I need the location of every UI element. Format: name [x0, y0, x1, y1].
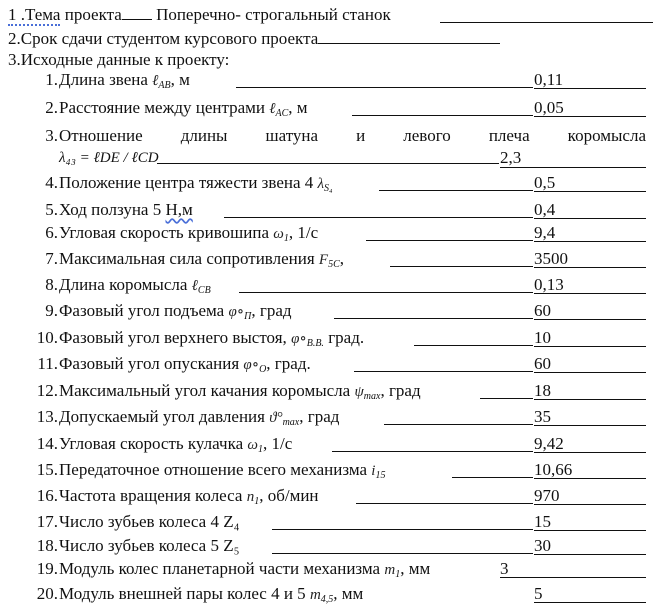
param-label: Угловая скорость кривошипа $\omega_1$, 1/с — [59, 223, 319, 244]
param-number: 6. — [45, 223, 58, 242]
topic-underline — [440, 5, 653, 23]
param-fill-line — [414, 345, 533, 346]
param-row-continuation — [59, 148, 651, 168]
param-label: Ход ползуна 5 Н,м — [59, 200, 193, 219]
param-number: 11. — [37, 354, 58, 373]
param-formula: λ₄₃ = ℓDE / ℓCD — [59, 150, 159, 166]
param-label: Фазовый угол верхнего выстоя, $\varphi\circ_{В.В.}$ град. — [59, 328, 365, 349]
param-number: 3. — [45, 126, 58, 145]
param-label: Длина коромысла ℓ$_{CB}$ — [59, 275, 211, 296]
param-label: Максимальная сила сопротивления $F_{5C}$, — [59, 249, 344, 270]
param-number: 1. — [45, 70, 58, 89]
param-number: 4. — [45, 173, 58, 192]
param-fill-line — [157, 163, 499, 164]
param-row — [34, 97, 651, 119]
param-label: Число зубьев колеса 4 Z₄ — [59, 512, 240, 531]
param-number: 20. — [36, 584, 58, 603]
param-label: Расстояние между центрами ℓ$_{AC}$, м — [59, 98, 308, 119]
param-value: 60 — [534, 300, 646, 320]
param-number: 13. — [36, 407, 58, 426]
param-fill-line — [379, 190, 533, 191]
deadline-blank — [318, 28, 500, 44]
param-value: 0,5 — [534, 172, 646, 192]
param-row — [34, 248, 651, 270]
param-fill-line — [224, 217, 533, 218]
param-label: Длина звена ℓ$_{AB}$, м — [59, 70, 190, 91]
cut-off-top-line — [10, 0, 650, 3]
param-row — [34, 172, 651, 194]
param-value: 3 — [500, 558, 646, 578]
param-fill-line — [236, 87, 533, 88]
param-row — [34, 274, 651, 296]
param-value: 35 — [534, 406, 646, 426]
deadline-label: 2.Срок сдачи студентом курсового проекта — [8, 29, 319, 48]
param-row — [34, 511, 651, 533]
param-row — [34, 485, 651, 507]
topic-label: 1 .Тема — [8, 5, 61, 24]
param-number: 16. — [36, 486, 58, 505]
param-row — [34, 558, 651, 580]
param-value: 30 — [534, 535, 646, 555]
param-fill-line — [239, 292, 533, 293]
param-row — [34, 327, 651, 349]
param-fill-line — [332, 451, 533, 452]
param-value: 10 — [534, 327, 646, 347]
param-value: 9,4 — [534, 222, 646, 242]
param-number: 15. — [36, 460, 58, 479]
param-value: 5 — [534, 583, 646, 603]
param-label: Максимальный угол качания коромысла $\psi_{max}$, град — [59, 381, 421, 402]
param-row — [34, 583, 651, 605]
param-fill-line — [390, 266, 533, 267]
param-fill-line — [334, 318, 533, 319]
param-fill-line — [452, 477, 533, 478]
param-fill-line — [272, 529, 533, 530]
param-fill-line — [352, 115, 533, 116]
param-fill-line — [354, 371, 533, 372]
param-label: Фазовый угол подъема $\varphi\circ_П$, град — [59, 301, 292, 322]
param-row — [34, 125, 651, 147]
param-label: Частота вращения колеса $n_1$, об/мин — [59, 486, 319, 507]
param-number: 18. — [36, 536, 58, 555]
param-label: Допускаемый угол давления $ϑ^\circ_{max}$, град — [59, 407, 340, 428]
param-value: 0,11 — [534, 69, 646, 89]
deadline-line — [8, 28, 568, 48]
project-topic-line — [8, 5, 653, 25]
topic-word: проекта — [64, 5, 122, 24]
param-number: 19. — [36, 559, 58, 578]
param-value: 0,13 — [534, 274, 646, 294]
param-row — [34, 199, 651, 221]
param-number: 10. — [36, 328, 58, 347]
param-row — [34, 535, 651, 557]
param-row — [34, 433, 651, 455]
param-label: Угловая скорость кулачка $\omega_1$, 1/с — [59, 434, 293, 455]
param-label: Отношение длины шатуна и левого плеча коромысла — [59, 126, 646, 145]
param-row — [34, 380, 651, 402]
param-number: 17. — [36, 512, 58, 531]
param-fill-line — [272, 553, 533, 554]
param-row — [34, 353, 651, 375]
topic-gap — [122, 5, 152, 20]
param-label: Число зубьев колеса 5 Z₅ — [59, 536, 240, 555]
param-row — [34, 406, 651, 428]
topic-value: Поперечно- строгальный станок — [156, 5, 391, 24]
param-value: 60 — [534, 353, 646, 373]
param-value: 0,4 — [534, 199, 646, 219]
initial-data-heading: 3.Исходные данные к проекту: — [8, 50, 230, 69]
param-fill-line — [384, 424, 533, 425]
param-label: Фазовый угол опускания $\varphi\circ_О$, град. — [59, 354, 311, 375]
param-row — [34, 69, 651, 91]
param-fill-line — [480, 398, 533, 399]
param-fill-line — [366, 240, 533, 241]
param-number: 2. — [45, 98, 58, 117]
param-number: 14. — [36, 434, 58, 453]
param-value: 970 — [534, 485, 646, 505]
param-value: 15 — [534, 511, 646, 531]
param-row — [34, 300, 651, 322]
param-fill-line — [356, 503, 533, 504]
param-label: Модуль внешней пары колес 4 и 5 $m_{4,5}$, мм — [59, 584, 364, 605]
param-value: 18 — [534, 380, 646, 400]
param-label: Положение центра тяжести звена 4 $\lambda_{S_4}$ — [59, 173, 333, 194]
param-label: Передаточное отношение всего механизма $i_{15}$ — [59, 460, 386, 481]
param-row — [34, 222, 651, 244]
param-number: 8. — [45, 275, 58, 294]
param-row — [34, 459, 651, 481]
param-value: 10,66 — [534, 459, 646, 479]
param-value: 0,05 — [534, 97, 646, 117]
param-number: 9. — [45, 301, 58, 320]
param-value: 9,42 — [534, 433, 646, 453]
param-value: 3500 — [534, 248, 646, 268]
param-number: 12. — [36, 381, 58, 400]
param-number: 7. — [45, 249, 58, 268]
param-value: 2,3 — [500, 148, 646, 168]
param-label: Модуль колес планетарной части механизма $m_1$, мм — [59, 559, 431, 580]
param-number: 5. — [45, 200, 58, 219]
